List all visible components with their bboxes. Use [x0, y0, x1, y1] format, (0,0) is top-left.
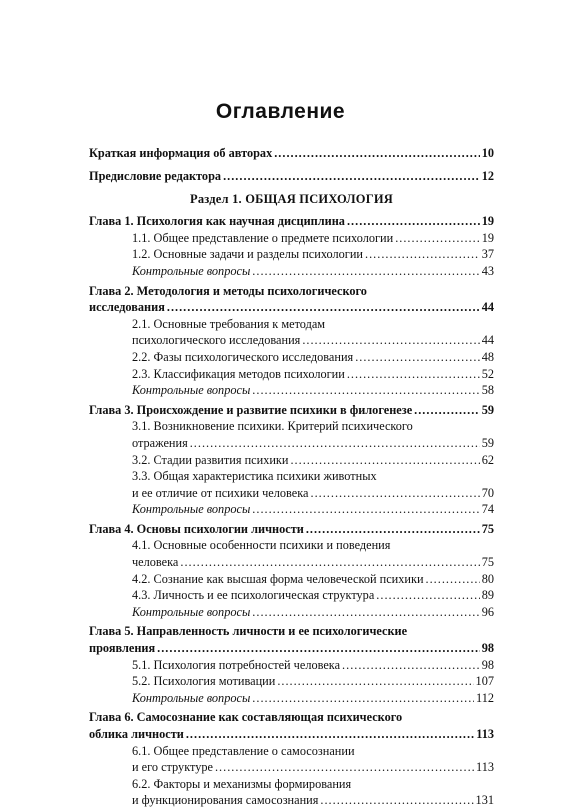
toc-label: проявления — [89, 641, 156, 656]
toc-label: Глава 3. Происхождение и развитие психики в филогенезе — [89, 402, 413, 417]
toc-subsection-6-2-line1[interactable]: 6.2. Факторы и механизмы формирования — [132, 776, 352, 791]
toc-page: 113 — [476, 760, 494, 775]
toc-label: Контрольные вопросы — [132, 690, 251, 705]
toc-questions-2[interactable] — [89, 382, 494, 399]
toc-label: 1.2. Основные задачи и разделы психологии — [132, 247, 364, 262]
toc-questions-4[interactable] — [89, 604, 494, 621]
toc-page: 37 — [481, 247, 494, 262]
toc-questions-5[interactable] — [89, 690, 494, 707]
leader-dots — [290, 452, 479, 469]
toc-page: 58 — [481, 383, 494, 398]
toc-chapter-5-line1[interactable]: Глава 5. Направленность личности и ее психологические — [89, 624, 408, 639]
leader-dots — [395, 230, 480, 247]
leader-dots — [376, 587, 479, 604]
leader-dots — [186, 726, 474, 743]
leader-dots — [347, 213, 480, 230]
leader-dots — [311, 485, 480, 502]
toc-label: 2.2. Фазы психологического исследования — [132, 349, 354, 364]
toc-subsection-1-2[interactable] — [89, 246, 494, 263]
toc-chapter-6[interactable] — [89, 726, 494, 743]
toc-label: 4.3. Личность и ее психологическая структура — [132, 588, 375, 603]
toc-subsection-3-1-line1[interactable]: 3.1. Возникновение психики. Критерий психического — [132, 419, 413, 434]
toc-chapter-3[interactable] — [89, 402, 494, 419]
section-heading: Раздел 1. ОБЩАЯ ПСИХОЛОГИЯ — [190, 192, 393, 207]
toc-subsection-1-1[interactable] — [89, 230, 494, 247]
toc-label: и функционирования самосознания — [132, 793, 319, 808]
leader-dots — [365, 246, 480, 263]
toc-page: 96 — [481, 604, 494, 619]
toc-chapter-2-line1[interactable]: Глава 2. Методология и методы психологического — [89, 283, 367, 298]
leader-dots — [414, 402, 480, 419]
leader-dots — [223, 168, 480, 185]
toc-page: 74 — [481, 502, 494, 517]
toc-subsection-3-1[interactable] — [89, 435, 494, 452]
toc-subsection-2-1[interactable] — [89, 332, 494, 349]
toc-page: 19 — [481, 230, 494, 245]
leader-dots — [252, 690, 474, 707]
toc-page: 44 — [481, 333, 494, 348]
leader-dots — [215, 759, 474, 776]
toc-page: 75 — [481, 555, 494, 570]
toc-page: 80 — [481, 571, 494, 586]
toc-page: 75 — [481, 521, 494, 536]
toc-label: 3.2. Стадии развития психики — [132, 452, 289, 467]
toc-label: психологического исследования — [132, 333, 301, 348]
toc-page: 10 — [481, 146, 494, 160]
toc-chapter-5[interactable] — [89, 640, 494, 657]
toc-label: Контрольные вопросы — [132, 604, 251, 619]
toc-label: облика личности — [89, 727, 184, 741]
toc-label: Предисловие редактора — [89, 168, 222, 183]
toc-page: 70 — [481, 485, 494, 500]
toc-subsection-4-3[interactable] — [89, 587, 494, 604]
toc-subsection-4-1[interactable] — [89, 554, 494, 571]
leader-dots — [157, 640, 480, 657]
toc-label: Глава 1. Психология как научная дисциплина — [89, 214, 345, 229]
leader-dots — [277, 673, 473, 690]
leader-dots — [190, 435, 480, 452]
toc-subsection-2-3[interactable] — [89, 366, 494, 383]
toc-chapter-2[interactable] — [89, 299, 494, 316]
toc-chapter-6-line1[interactable]: Глава 6. Самосознание как составляющая психического — [89, 710, 403, 725]
toc-page: 62 — [481, 452, 494, 467]
toc-entry-preface[interactable] — [89, 168, 494, 185]
page-title: Оглавление — [215, 100, 346, 123]
toc-subsection-2-1-line1[interactable]: 2.1. Основные требования к методам — [132, 316, 326, 331]
toc-subsection-2-2[interactable] — [89, 349, 494, 366]
toc-subsection-5-1[interactable] — [89, 657, 494, 674]
leader-dots — [347, 366, 480, 383]
toc-page: 131 — [475, 793, 494, 808]
toc-questions-3[interactable] — [89, 501, 494, 518]
toc-page: 98 — [481, 657, 494, 672]
toc-page: 107 — [475, 674, 494, 689]
leader-dots — [252, 263, 479, 280]
toc-subsection-6-1-line1[interactable]: 6.1. Общее представление о самосознании — [132, 743, 355, 758]
toc-page: 98 — [481, 641, 494, 656]
toc-chapter-4[interactable] — [89, 521, 494, 538]
toc-label: отражения — [132, 435, 188, 450]
toc-subsection-3-3[interactable] — [89, 485, 494, 502]
toc-entry-authors[interactable] — [89, 145, 494, 162]
toc-subsection-3-3-line1[interactable]: 3.3. Общая характеристика психики животных — [132, 469, 377, 484]
toc-label: Контрольные вопросы — [132, 263, 251, 278]
toc-questions-1[interactable] — [89, 263, 494, 280]
toc-subsection-4-1-line1[interactable]: 4.1. Основные особенности психики и поведения — [132, 538, 391, 553]
toc-page: 12 — [481, 168, 494, 183]
toc-page: 113 — [476, 727, 494, 741]
toc-page: 48 — [481, 349, 494, 364]
toc-label: Краткая информация об авторах — [89, 146, 273, 160]
toc-label: 5.1. Психология потребностей человека — [132, 657, 341, 672]
toc-label: 5.2. Психология мотивации — [132, 674, 276, 689]
leader-dots — [180, 554, 479, 571]
toc-label: 4.2. Сознание как высшая форма человеческой психики — [132, 571, 424, 586]
leader-dots — [167, 299, 480, 316]
toc-label: исследования — [89, 300, 165, 315]
toc-label: человека — [132, 555, 179, 570]
table-of-contents — [89, 145, 494, 809]
toc-label: Контрольные вопросы — [132, 383, 251, 398]
toc-subsection-5-2[interactable] — [89, 673, 494, 690]
toc-subsection-6-1[interactable] — [89, 759, 494, 776]
toc-page: 19 — [481, 214, 494, 229]
toc-label: и ее отличие от психики человека — [132, 485, 309, 500]
leader-dots — [252, 382, 479, 399]
toc-page: 52 — [481, 366, 494, 381]
leader-dots — [274, 145, 479, 162]
leader-dots — [252, 501, 479, 518]
toc-label: 2.3. Классификация методов психологии — [132, 366, 345, 381]
leader-dots — [355, 349, 480, 366]
leader-dots — [342, 657, 480, 674]
toc-page: 89 — [481, 588, 494, 603]
toc-page: 44 — [481, 300, 494, 315]
toc-page: 43 — [481, 263, 494, 278]
leader-dots — [252, 604, 479, 621]
toc-label: Контрольные вопросы — [132, 502, 251, 517]
leader-dots — [302, 332, 479, 349]
leader-dots — [306, 521, 480, 538]
toc-subsection-3-2[interactable] — [89, 452, 494, 469]
toc-page: 59 — [481, 402, 494, 417]
toc-subsection-4-2[interactable] — [89, 571, 494, 588]
toc-label: Глава 4. Основы психологии личности — [89, 521, 304, 536]
leader-dots — [320, 792, 473, 809]
toc-label: и его структуре — [132, 760, 213, 775]
toc-subsection-6-2[interactable] — [89, 792, 494, 809]
toc-label: 1.1. Общее представление о предмете психологии — [132, 230, 394, 245]
toc-page: 59 — [481, 435, 494, 450]
toc-page: 112 — [476, 690, 494, 705]
leader-dots — [426, 571, 480, 588]
toc-chapter-1[interactable] — [89, 213, 494, 230]
